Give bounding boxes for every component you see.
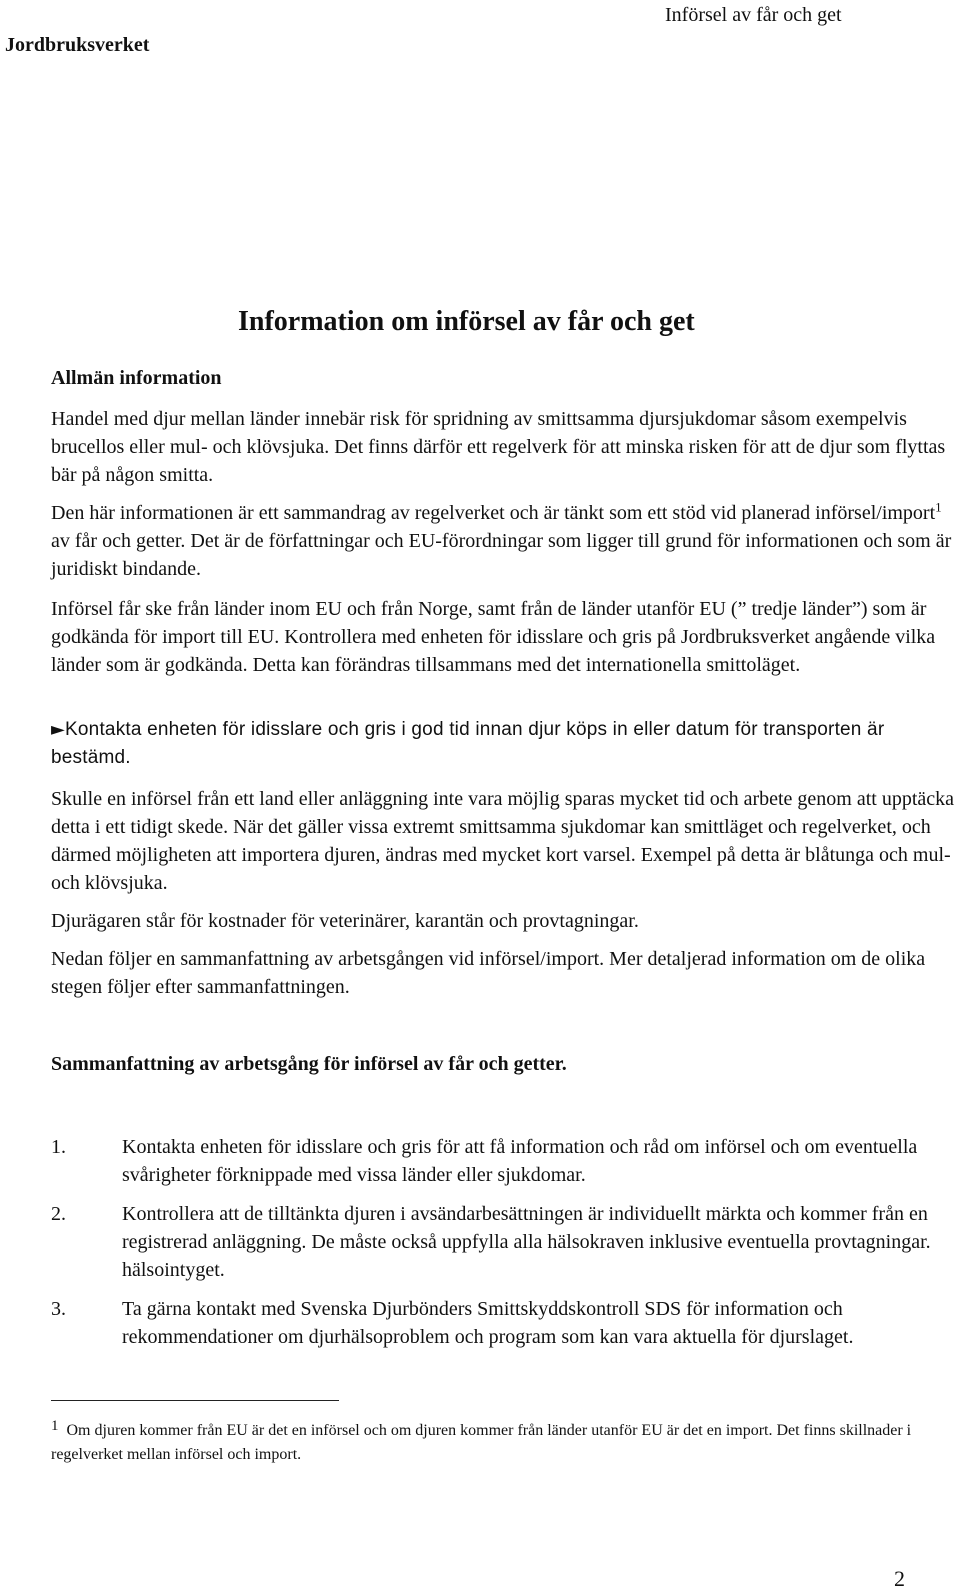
page-title: Information om införsel av får och get — [238, 306, 695, 337]
footnote-reference: 1 — [935, 499, 942, 515]
paragraph-costs: Djurägaren står för kostnader för veterinärer, karantän och provtagningar. — [51, 910, 639, 932]
list-item-text: Kontrollera att de tilltänkta djuren i avsändarbesättningen är individuellt märkta och kommer från en registrerad anläggning. De måste också uppfylla alla hälsokraven inklusive eventuella provtagningar. hälsointyget. — [122, 1203, 931, 1281]
organization-name: Jordbruksverket — [5, 34, 150, 56]
list-item-number: 3. — [51, 1298, 66, 1320]
paragraph-summary-purpose-end: av får och getter. Det är de författningar och EU-förordningar som ligger till grund för informationen och som är juridiskt bindande. — [51, 530, 952, 580]
page-number: 2 — [894, 1566, 905, 1591]
paragraph-contact-notice — [51, 716, 956, 772]
list-item-number: 2. — [51, 1203, 66, 1225]
section-heading-summary: Sammanfattning av arbetsgång för införsel av får och getter. — [51, 1053, 567, 1075]
list-item-text: Kontakta enheten för idisslare och gris för att få information och råd om införsel och om eventuella svårigheter förknippade med vissa länder eller sjukdomar. — [122, 1136, 918, 1186]
list-item-text: Ta gärna kontakt med Svenska Djurbönders Smittskyddskontroll SDS för information och rekommendationer om djurhälsoproblem och program som kan vara aktuella för djurslaget. — [122, 1298, 854, 1348]
list-item-number: 1. — [51, 1136, 66, 1158]
paragraph-early-detection: Skulle en införsel från ett land eller anläggning inte vara möjlig sparas mycket tid och arbete genom att upptäcka detta i ett tidigt skede. När det gäller vissa extremt smittsamma sjukdomar kan smittläget och regelverket, och därmed möjligheten att importera djuren, ändras med mycket kort varsel. Exempel på detta är blåtunga och mul- och klövsjuka. — [51, 788, 955, 894]
paragraph-summary-purpose-start: Den här informationen är ett sammandrag av regelverket och är tänkt som ett stöd vid planerad införsel/import — [51, 502, 936, 524]
contact-notice-text: Kontakta enheten för idisslare och gris i god tid innan djur köps in eller datum för transporten är bestämd. — [51, 719, 885, 768]
paragraph-trade-risk: Handel med djur mellan länder innebär risk för spridning av smittsamma djursjukdomar såsom exempelvis brucellos eller mul- och klövsjuka. Det finns därför ett regelverk för att minska risken för att de djur som flyttas bär på någon smitta. — [51, 408, 946, 486]
footnote-text: Om djuren kommer från EU är det en införsel och om djuren kommer från länder utanför EU är det en import. Det finns skillnader i regelverket mellan införsel och import. — [51, 1422, 912, 1463]
footnote-mark: 1 — [51, 1418, 59, 1434]
footnote-divider — [51, 1400, 339, 1401]
arrow-right-icon: ► — [51, 719, 66, 740]
footnote — [51, 1414, 931, 1467]
document-title: Införsel av får och get — [665, 4, 842, 26]
paragraph-summary-intro: Nedan följer en sammanfattning av arbetsgången vid införsel/import. Mer detaljerad information om de olika stegen följer efter sammanfattningen. — [51, 948, 926, 998]
paragraph-import-countries: Införsel får ske från länder inom EU och från Norge, samt från de länder utanför EU (” tredje länder”) som är godkända för import till EU. Kontrollera med enheten för idisslare och gris på Jordbruksverket angående vilka länder som är godkända. Detta kan förändras tillsammans med det internationella smittoläget. — [51, 598, 936, 676]
section-heading-general: Allmän information — [51, 367, 222, 389]
paragraph-summary-purpose — [51, 499, 956, 583]
